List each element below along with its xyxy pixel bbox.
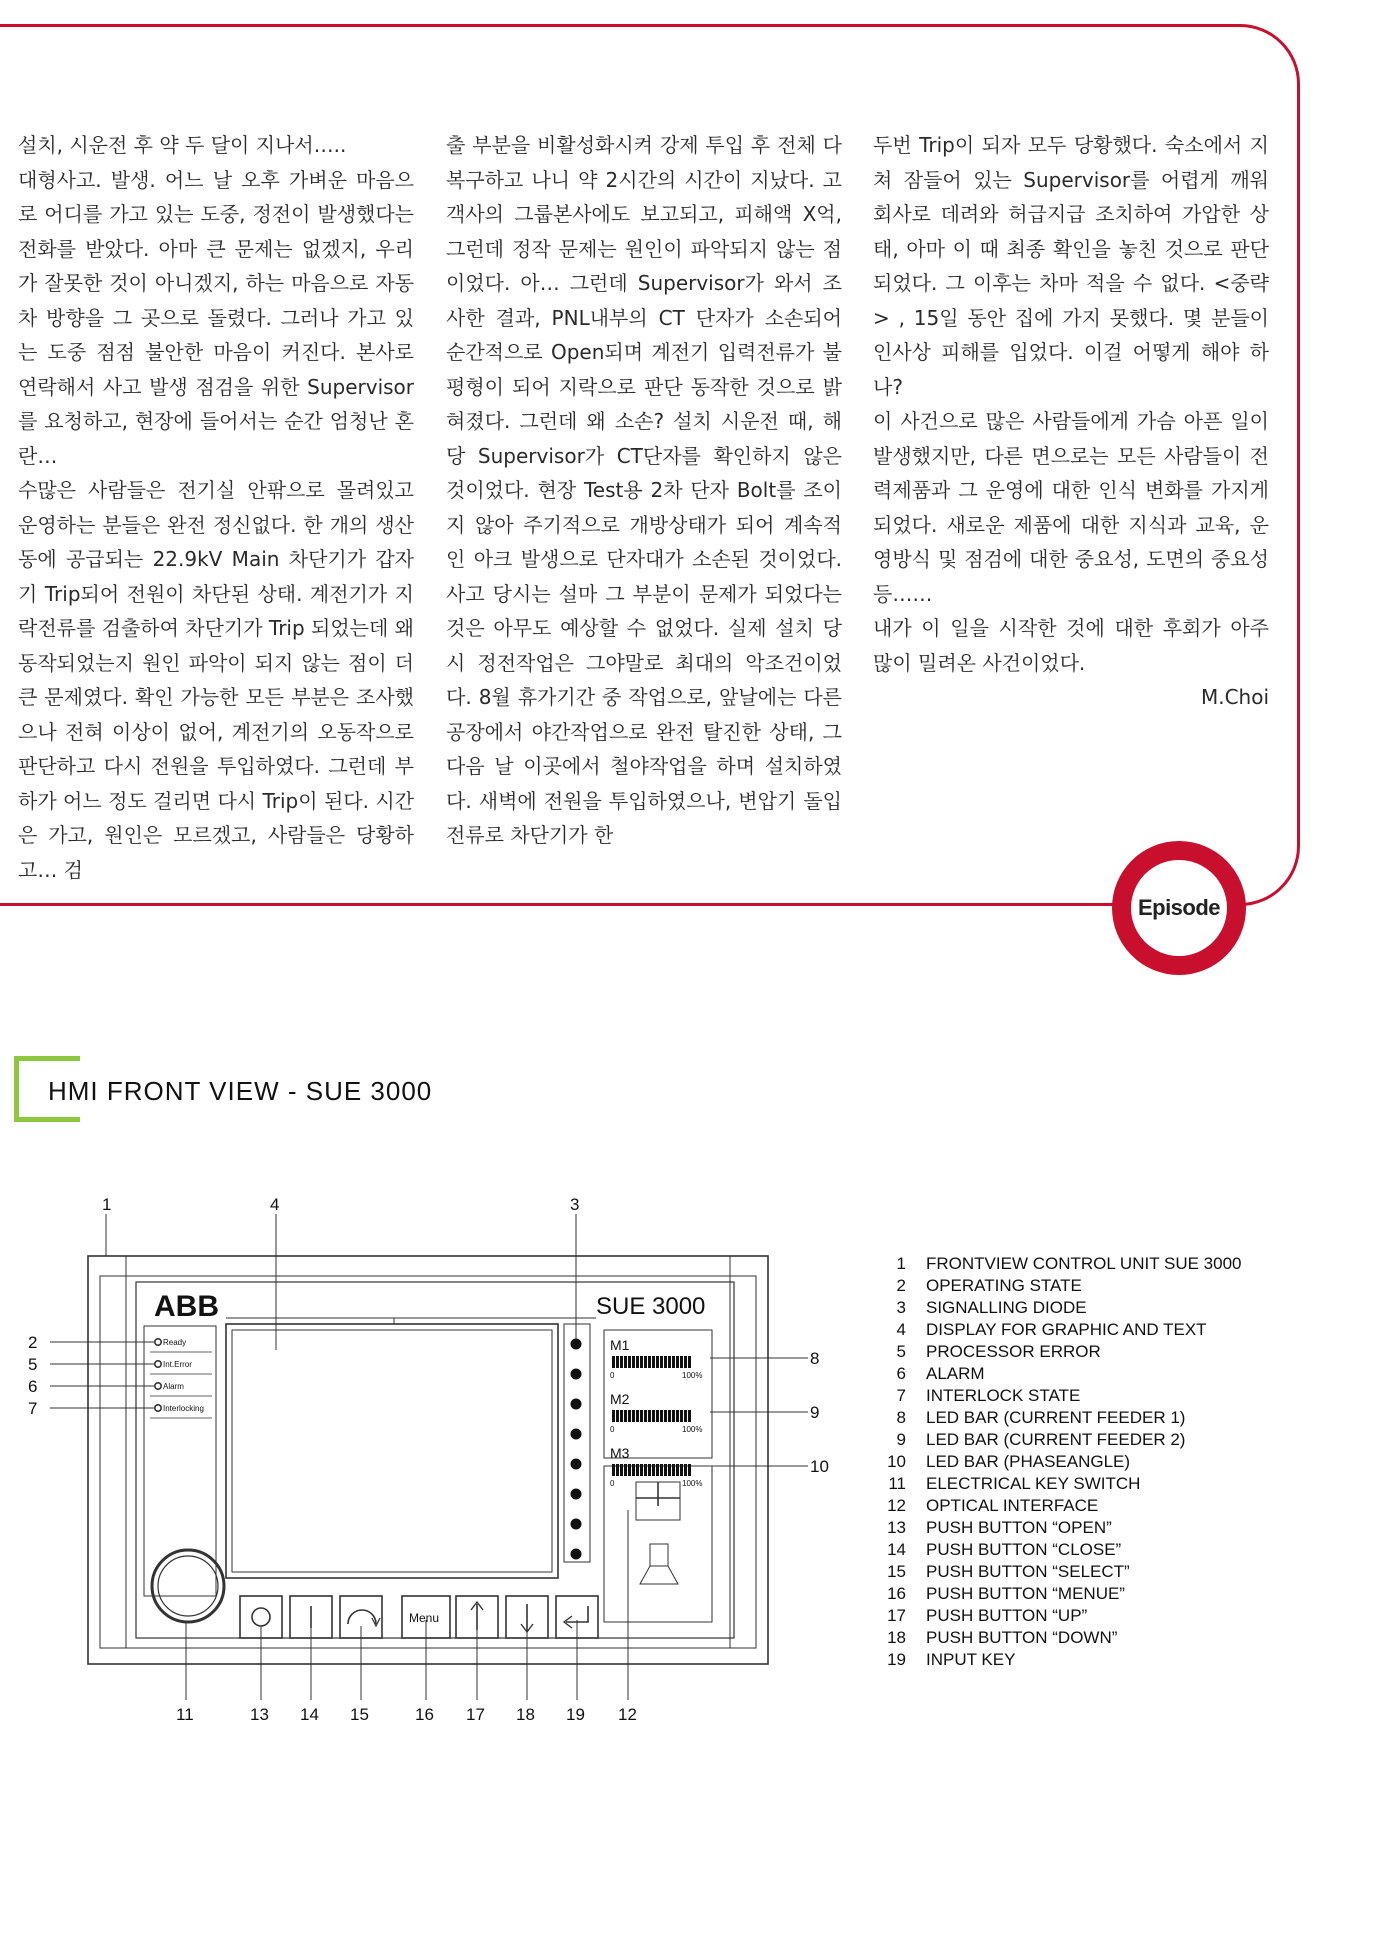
meter-label-m1: M1 [610, 1337, 630, 1353]
article-paragraph: 대형사고. 발생. 어느 날 오후 가벼운 마음으로 어디를 가고 있는 도중, 정전이 발생했다는 전화를 받았다. 아마 큰 문제는 없겠지, 우리가 잘못한 것이 아니겠지, 하는 마음으로 자동차 방향을 그 곳으로 돌렸다. 그러나 가고 있는 도중 점점 불안한 마음이 커진다. 본사로 연락해서 사고 발생 점검을 위한 Supervisor를 요청하고, 현장에 들어서는 순간 엄청난 혼란… [18, 167, 414, 468]
meter-segment [668, 1464, 671, 1476]
meter-segment [672, 1410, 675, 1422]
meter-segment [656, 1410, 659, 1422]
legend-item: 11 ELECTRICAL KEY SWITCH [888, 1474, 1141, 1493]
meter-segment [612, 1464, 615, 1476]
meter-segment [668, 1410, 671, 1422]
meter-max-m1: 100% [682, 1371, 703, 1380]
status-label-int-error: Int.Error [163, 1360, 192, 1369]
meter-segment [644, 1356, 647, 1368]
article-column-1 [18, 128, 414, 887]
article-paragraph: 내가 이 일을 시작한 것에 대한 후회가 아주 많이 밀려온 사건이었다. [873, 616, 1269, 675]
meter-min-m1: 0 [610, 1371, 615, 1380]
article-paragraph: 이 사건으로 많은 사람들에게 가슴 아픈 일이 발생했지만, 다른 면으로는 모든 사람들이 전력제품과 그 운영에 대한 인식 변화를 가지게 되었다. 새로운 제품에 대한 지식과 교육, 운영방식 및 점검에 대한 중요성, 도면의 중요성 등…… [873, 409, 1269, 606]
callout-16: 16 [415, 1705, 434, 1724]
meter-segment [620, 1464, 623, 1476]
meter-segment [684, 1410, 687, 1422]
callout-7: 7 [28, 1399, 38, 1418]
meter-segment [620, 1410, 623, 1422]
model-label: SUE 3000 [596, 1293, 706, 1320]
meter-segment [612, 1356, 615, 1368]
hmi-front-view-diagram [0, 1180, 860, 1740]
callout-5: 5 [28, 1355, 38, 1374]
meter-segment [640, 1464, 643, 1476]
meter-segment [652, 1464, 655, 1476]
legend-item: 5 PROCESSOR ERROR [896, 1342, 1101, 1361]
meter-segment [688, 1410, 691, 1422]
meter-segment [652, 1356, 655, 1368]
meter-segment [656, 1464, 659, 1476]
meter-segment [636, 1356, 639, 1368]
meter-segment [660, 1464, 663, 1476]
meter-max-m2: 100% [682, 1425, 703, 1434]
meter-segment [684, 1464, 687, 1476]
meter-segment [644, 1410, 647, 1422]
meter-segment [680, 1464, 683, 1476]
meter-segment [664, 1356, 667, 1368]
status-label-interlocking: Interlocking [163, 1404, 204, 1413]
legend-item: 10 LED BAR (PHASEANGLE) [887, 1452, 1131, 1471]
meter-segment [660, 1356, 663, 1368]
meter-segment [632, 1464, 635, 1476]
callout-18: 18 [516, 1705, 535, 1724]
status-label-alarm: Alarm [163, 1382, 184, 1391]
callout-4: 4 [270, 1195, 280, 1214]
callout-19: 19 [566, 1705, 585, 1724]
meter-segment [616, 1464, 619, 1476]
legend-item: 6 ALARM [896, 1364, 985, 1383]
legend-item: 3 SIGNALLING DIODE [896, 1298, 1087, 1317]
callout-17: 17 [466, 1705, 485, 1724]
meter-segment [620, 1356, 623, 1368]
meter-segment [612, 1410, 615, 1422]
meter-label-m3: M3 [610, 1445, 630, 1461]
meter-segment [636, 1464, 639, 1476]
meter-segment [672, 1464, 675, 1476]
meter-segment [636, 1410, 639, 1422]
callout-12: 12 [618, 1705, 637, 1724]
meter-segment [624, 1464, 627, 1476]
meter-segment [640, 1356, 643, 1368]
article-paragraph: 수많은 사람들은 전기실 안팎으로 몰려있고 운영하는 분들은 완전 정신없다. 한 개의 생산동에 공급되는 22.9kV Main 차단기가 갑자기 Trip되어 전원이 차단된 상태. 계전기가 지락전류를 검출하여 차단기가 Trip 되었는데 왜 동작되었는지 원인 파악이 되지 않는 점이 더 큰 문제였다. 확인 가능한 모든 부분은 조사했으나 전혀 이상이 없어, 계전기의 오동작으로 판단하고 다시 전원을 투입하였다. 그런데 부하가 어느 정도 걸리면 다시 Trip이 된다. 시간은 가고, 원인은 모르겠고, 사람들은 당황하고… 검 [18, 478, 414, 882]
callout-9: 9 [810, 1403, 820, 1422]
meter-segment [640, 1410, 643, 1422]
author-signature: M.Choi [1200, 685, 1269, 709]
legend-item: 18 PUSH BUTTON “DOWN” [887, 1628, 1118, 1647]
episode-badge [1112, 841, 1246, 975]
meter-segment [664, 1464, 667, 1476]
legend-item: 2 OPERATING STATE [896, 1276, 1082, 1295]
meter-segment [648, 1356, 651, 1368]
legend-item: 12 OPTICAL INTERFACE [887, 1496, 1099, 1515]
callout-3: 3 [570, 1195, 580, 1214]
brand-logo: ABB [154, 1290, 219, 1323]
callout-6: 6 [28, 1377, 38, 1396]
article-paragraph: 설치, 시운전 후 약 두 달이 지나서….. [18, 133, 347, 157]
legend-item: 9 LED BAR (CURRENT FEEDER 2) [896, 1430, 1186, 1449]
legend-item: 14 PUSH BUTTON “CLOSE” [887, 1540, 1122, 1559]
menu-button-label: Menu [409, 1611, 440, 1625]
callout-15: 15 [350, 1705, 369, 1724]
legend-item: 15 PUSH BUTTON “SELECT” [887, 1562, 1130, 1581]
meter-segment [648, 1464, 651, 1476]
meter-segment [616, 1356, 619, 1368]
meter-segment [660, 1410, 663, 1422]
legend-item: 7 INTERLOCK STATE [896, 1386, 1081, 1405]
legend-item: 13 PUSH BUTTON “OPEN” [887, 1518, 1112, 1537]
graphic-display [226, 1324, 558, 1578]
meter-segment [676, 1464, 679, 1476]
callout-2: 2 [28, 1333, 38, 1352]
callout-11: 11 [176, 1705, 194, 1724]
legend-list [876, 1253, 1242, 1671]
legend-item: 1 FRONTVIEW CONTROL UNIT SUE 3000 [896, 1254, 1242, 1273]
meter-min-m2: 0 [610, 1425, 615, 1434]
legend-item: 8 LED BAR (CURRENT FEEDER 1) [896, 1408, 1186, 1427]
legend-item: 4 DISPLAY FOR GRAPHIC AND TEXT [896, 1320, 1207, 1339]
callout-1: 1 [102, 1195, 112, 1214]
meter-min-m3: 0 [610, 1479, 615, 1488]
meter-segment [680, 1356, 683, 1368]
episode-label: Episode [1131, 860, 1227, 956]
meter-segment [680, 1410, 683, 1422]
meter-segment [628, 1464, 631, 1476]
meter-label-m2: M2 [610, 1391, 630, 1407]
meter-segment [616, 1410, 619, 1422]
article-column-2 [446, 128, 842, 853]
callout-10: 10 [810, 1457, 829, 1476]
callout-14: 14 [300, 1705, 319, 1724]
legend-item: 17 PUSH BUTTON “UP” [887, 1606, 1088, 1625]
meter-segment [624, 1410, 627, 1422]
meter-segment [632, 1356, 635, 1368]
meter-segment [672, 1356, 675, 1368]
article-paragraph: 출 부분을 비활성화시켜 강제 투입 후 전체 다 복구하고 나니 약 2시간의 시간이 지났다. 고객사의 그룹본사에도 보고되고, 피해액 X억, 그런데 정작 문제는 원인이 파악되지 않는 점이었다. 아… 그런데 Supervisor가 와서 조사한 결과, PNL내부의 CT 단자가 소손되어 순간적으로 Open되며 계전기 입력전류가 불평형이 되어 지락으로 판단 동작한 것으로 밝혀졌다. 그런데 왜 소손? 설치 시운전 때, 해당 Supervisor가 CT단자를 확인하지 않은 것이었다. 현장 Test용 2차 단자 Bolt를 조이지 않아 주기적으로 개방상태가 되어 계속적인 아크 발생으로 단자대가 소손된 것이었다. 사고 당시는 설마 그 부분이 문제가 되었다는 것은 아무도 예상할 수 없었다. 실제 설치 당시 정전작업은 그야말로 최대의 악조건이었다. 8월 휴가기간 중 작업으로, 앞날에는 다른 공장에서 야간작업으로 완전 탈진한 상태, 그 다음 날 이곳에서 철야작업을 하며 설치하였다. 새벽에 전원을 투입하였으나, 변압기 돌입전류로 차단기가 한 [446, 133, 842, 847]
callout-8: 8 [810, 1349, 820, 1368]
meter-segment [676, 1356, 679, 1368]
meter-segment [624, 1356, 627, 1368]
meter-segment [688, 1464, 691, 1476]
meter-segment [668, 1356, 671, 1368]
article-column-3 [873, 128, 1269, 715]
section-title: HMI FRONT VIEW - SUE 3000 [48, 1076, 433, 1106]
meter-segment [628, 1410, 631, 1422]
legend-item: 19 INPUT KEY [887, 1650, 1016, 1669]
meter-max-m3: 100% [682, 1479, 703, 1488]
meter-segment [664, 1410, 667, 1422]
meter-segment [688, 1356, 691, 1368]
legend-item: 16 PUSH BUTTON “MENUE” [887, 1584, 1125, 1603]
meter-segment [676, 1410, 679, 1422]
meter-segment [652, 1410, 655, 1422]
meter-segment [644, 1464, 647, 1476]
status-label-ready: Ready [163, 1338, 187, 1347]
article-paragraph: 두번 Trip이 되자 모두 당황했다. 숙소에서 지쳐 잠들어 있는 Supervisor를 어렵게 깨워 회사로 데려와 허급지급 조치하여 가압한 상태, 아마 이 때 최종 확인을 놓친 것으로 판단되었다. 그 이후는 차마 적을 수 없다. <중략> , 15일 동안 집에 가지 못했다. 몇 분들이 인사상 피해를 입었다. 이걸 어떻게 해야 하나? [873, 133, 1269, 399]
callout-13: 13 [250, 1705, 269, 1724]
meter-segment [628, 1356, 631, 1368]
meter-segment [656, 1356, 659, 1368]
meter-segment [648, 1410, 651, 1422]
meter-segment [632, 1410, 635, 1422]
meter-segment [684, 1356, 687, 1368]
